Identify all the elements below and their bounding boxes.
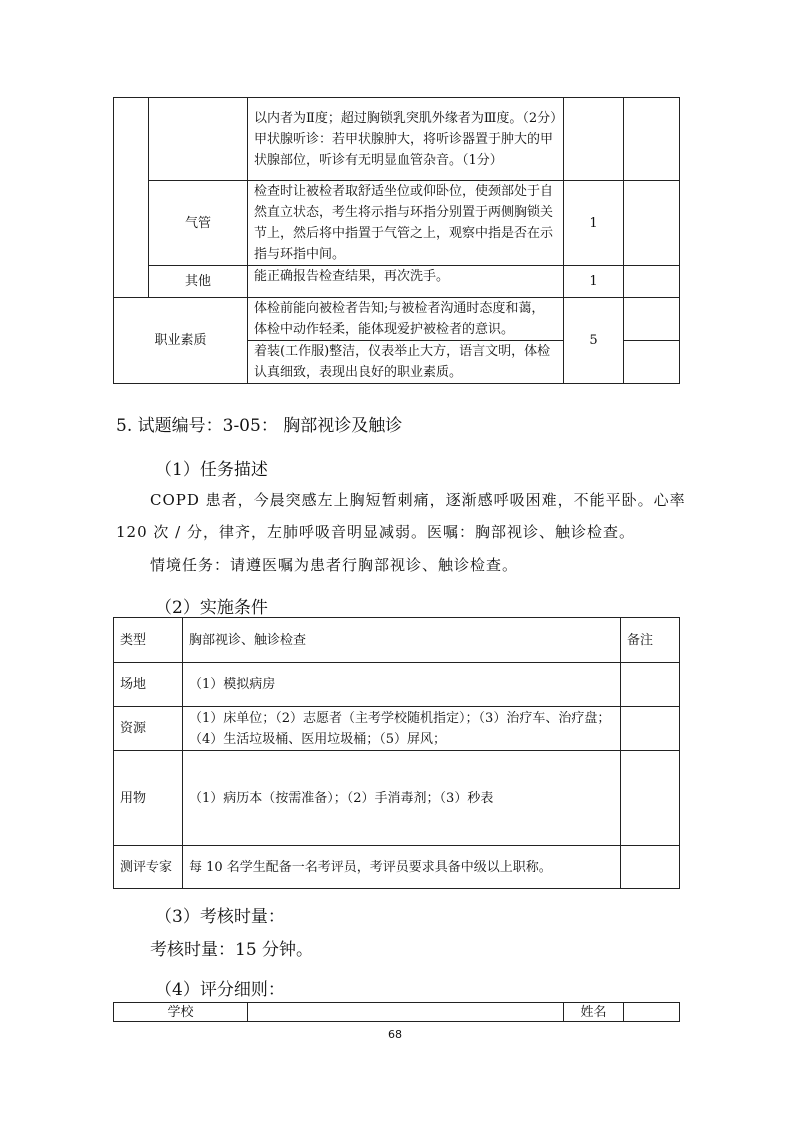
school-value[interactable] [248, 1003, 564, 1022]
score-other: 1 [564, 266, 624, 298]
rules-heading: （4）评分细则： [155, 980, 285, 1000]
deduct-cell [624, 98, 680, 181]
cond-value: （1）病历本（按需准备）；（2）手消毒剂；（3）秒表 [183, 751, 621, 846]
cond-value: （1）床单位；（2）志愿者（主考学校随机指定）；（3）治疗车、治疗盘；（4）生活垃圾桶、医用垃圾桶；（5）屏风； [183, 707, 621, 751]
cond-note [621, 707, 680, 751]
content-line: 甲状腺听诊：若甲状腺肿大，将听诊器置于肿大的甲状腺部位，听诊有无明显血管杂音。（1分） [254, 131, 554, 168]
conditions-heading: （2）实施条件 [155, 598, 268, 618]
score-trachea: 1 [564, 181, 624, 266]
deduct-cell [624, 181, 680, 266]
item-cell [149, 98, 248, 181]
content-line: 以内者为Ⅱ度；超过胸锁乳突肌外缘者为Ⅲ度。（2分） [254, 110, 564, 126]
cond-note [621, 663, 680, 707]
score-cell [564, 98, 624, 181]
cond-value: 胸部视诊、触诊检查 [183, 618, 621, 663]
rules-header-table [113, 1002, 680, 1022]
task-line-3: 情境任务：请遵医嘱为患者行胸部视诊、触诊检查。 [150, 556, 519, 574]
section-title: 5. 试题编号：3-05： 胸部视诊及触诊 [116, 416, 403, 436]
score-professional: 5 [564, 298, 624, 384]
cond-label: 类型 [114, 618, 183, 663]
deduct-cell [624, 298, 680, 341]
deduct-cell [624, 341, 680, 384]
cond-label: 资源 [114, 707, 183, 751]
school-label: 学校 [114, 1003, 248, 1022]
item-trachea: 气管 [149, 181, 248, 266]
deduct-cell [624, 266, 680, 298]
cond-label: 测评专家 [114, 846, 183, 889]
cond-value: （1）模拟病房 [183, 663, 621, 707]
page-number: 68 [388, 1028, 402, 1041]
item-other: 其他 [149, 266, 248, 298]
content-other: 能正确报告检查结果，再次洗手。 [248, 266, 564, 298]
name-value[interactable] [624, 1003, 680, 1022]
scoring-table-continued [113, 97, 680, 384]
cond-note: 备注 [621, 618, 680, 663]
item-professional: 职业素质 [114, 298, 248, 384]
cond-note [621, 751, 680, 846]
content-professional-2: 着装(工作服)整洁，仪表举止大方，语言文明，体检认真细致，表现出良好的职业素质。 [248, 341, 564, 384]
cond-label: 用物 [114, 751, 183, 846]
content-trachea: 检查时让被检者取舒适坐位或仰卧位，使颈部处于自然直立状态，考生将示指与环指分别置于两侧胸锁关节上，然后将中指置于气管之上，观察中指是否在示指与环指中间。 [248, 181, 564, 266]
task-heading: （1）任务描述 [155, 460, 268, 480]
category-cell [114, 98, 149, 298]
task-line-1: COPD 患者，今晨突感左上胸短暂刺痛，逐渐感呼吸困难，不能平卧。心率 [150, 491, 686, 509]
content-cell [248, 98, 564, 181]
time-heading: （3）考核时量： [155, 907, 285, 927]
task-line-2: 120 次 / 分，律齐，左肺呼吸音明显减弱。医嘱：胸部视诊、触诊检查。 [116, 523, 635, 541]
content-professional-1: 体检前能向被检者告知;与被检者沟通时态度和蔼，体检中动作轻柔，能体现爱护被检者的意识。 [248, 298, 564, 341]
time-value: 考核时量：15 分钟。 [150, 940, 314, 960]
conditions-table [113, 617, 680, 889]
cond-value: 每 10 名学生配备一名考评员，考评员要求具备中级以上职称。 [183, 846, 621, 889]
cond-label: 场地 [114, 663, 183, 707]
cond-note [621, 846, 680, 889]
name-label: 姓名 [564, 1003, 624, 1022]
